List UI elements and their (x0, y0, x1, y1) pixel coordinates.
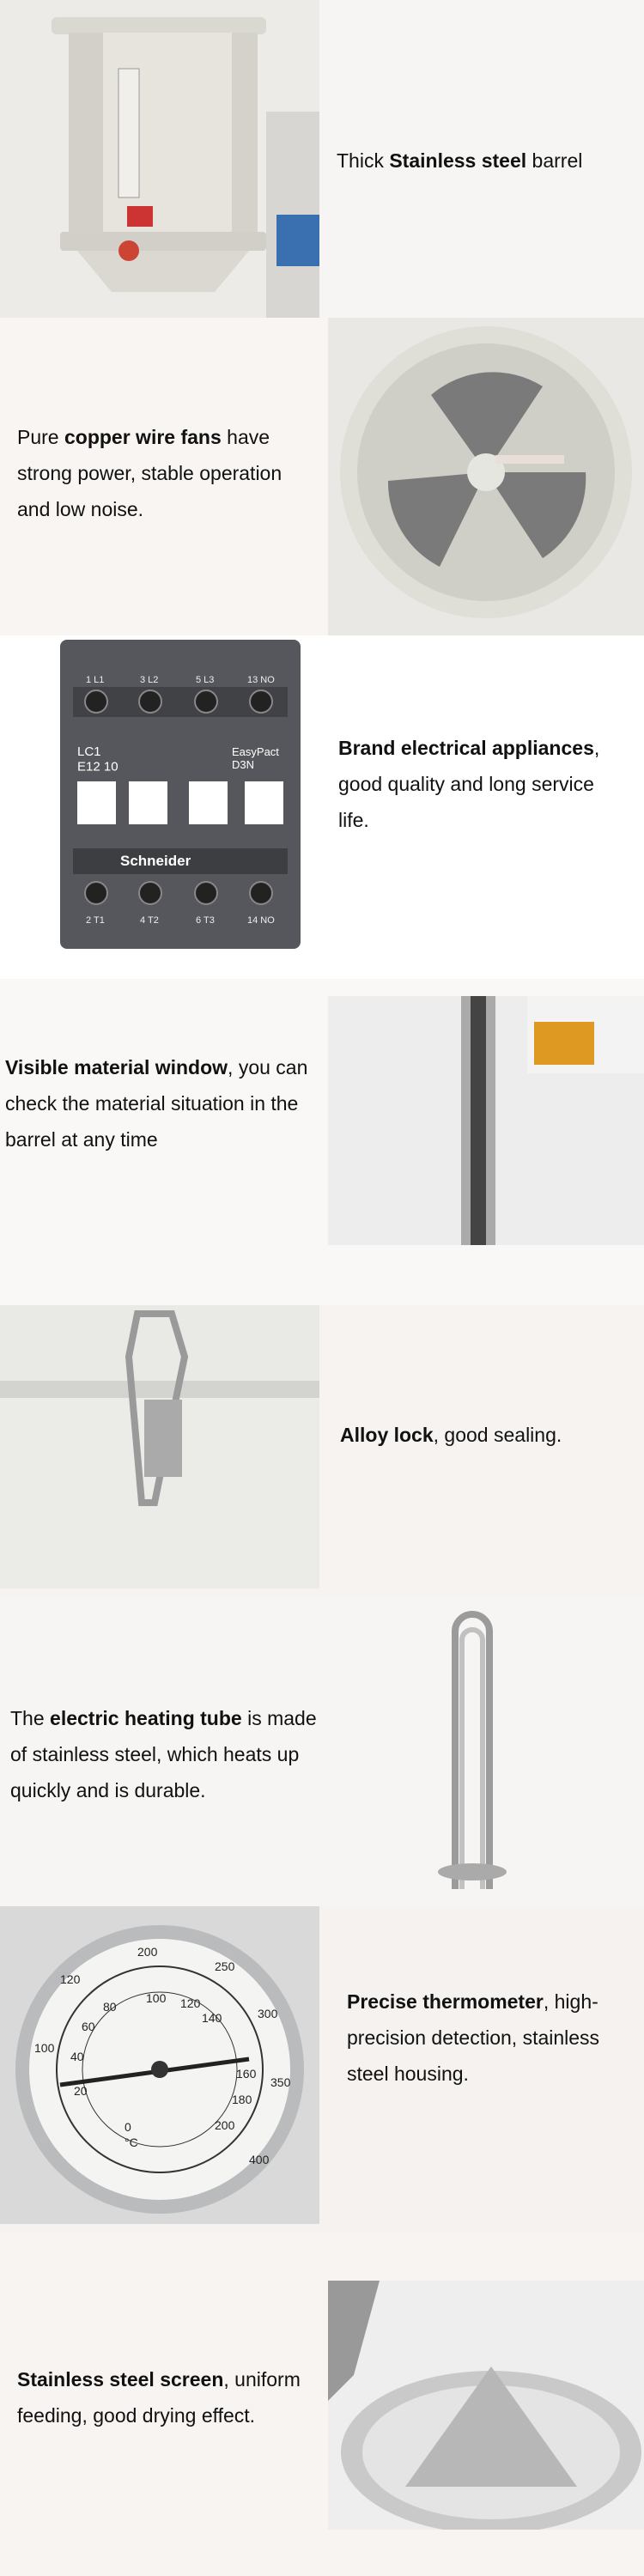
thermometer-image (0, 1906, 319, 2224)
feature-text: Precise thermometer, high-precision detection, stainless steel housing. (347, 1990, 600, 2085)
heating-tube-image (404, 1597, 541, 1906)
celsius-tick: 140 (202, 2011, 222, 2025)
screen-image (328, 2281, 644, 2530)
fahrenheit-tick: 350 (270, 2075, 291, 2089)
feature-text: Thick Stainless steel barrel (337, 149, 583, 172)
terminal-label: 5 L3 (196, 675, 215, 685)
fahrenheit-tick: 200 (137, 1945, 158, 1959)
barrel-image (0, 0, 319, 318)
celsius-tick: 120 (180, 1996, 201, 2010)
feature-thermo (0, 1906, 644, 2233)
brand-logo: Schneider (120, 853, 191, 869)
feature-text: Stainless steel screen, uniform feeding, good drying effect. (17, 2368, 301, 2427)
lock-image (0, 1305, 319, 1589)
terminal-label: 3 L2 (140, 675, 159, 685)
feature-lock (0, 1305, 644, 1597)
celsius-tick: 100 (146, 1991, 167, 2005)
celsius-tick: 0 (125, 2120, 131, 2134)
contactor-image (52, 635, 309, 953)
terminal-label: 13 NO (247, 675, 275, 685)
fahrenheit-tick: 400 (249, 2153, 270, 2166)
feature-electrical (0, 635, 644, 979)
celsius-tick: 180 (232, 2093, 252, 2106)
feature-text: The electric heating tube is made of stainless steel, which heats up quickly and is durable. (10, 1707, 317, 1801)
feature-window (0, 979, 644, 1305)
series-label: EasyPact D3N (232, 745, 279, 771)
celsius-tick: 40 (70, 2050, 84, 2063)
model-label: LC1 E12 10 (77, 744, 118, 775)
feature-fans (0, 318, 644, 635)
celsius-unit: °C (125, 2136, 138, 2149)
feature-text: Pure copper wire fans have strong power, stable operation and low noise. (17, 426, 283, 520)
feature-text: Alloy lock, good sealing. (340, 1424, 562, 1446)
window-image (328, 996, 644, 1245)
celsius-tick: 20 (74, 2084, 88, 2098)
fahrenheit-tick: 100 (34, 2041, 55, 2055)
celsius-tick: 60 (82, 2020, 95, 2033)
feature-barrel (0, 0, 644, 318)
celsius-tick: 80 (103, 2000, 117, 2014)
feature-text: Brand electrical appliances, good quality and long service life. (338, 737, 600, 831)
feature-text: Visible material window, you can check the material situation in the barrel at any time (5, 1056, 308, 1151)
terminal-label: 4 T2 (140, 915, 159, 926)
terminal-label: 14 NO (247, 915, 275, 926)
celsius-tick: 200 (215, 2118, 235, 2132)
terminal-label: 6 T3 (196, 915, 215, 926)
fahrenheit-tick: 120 (60, 1972, 81, 1986)
fan-image (328, 318, 644, 635)
terminal-label: 2 T1 (86, 915, 105, 926)
fahrenheit-tick: 300 (258, 2007, 278, 2020)
feature-screen (0, 2233, 644, 2576)
feature-heating (0, 1597, 644, 1906)
terminal-label: 1 L1 (86, 675, 105, 685)
celsius-tick: 160 (236, 2067, 257, 2081)
fahrenheit-tick: 250 (215, 1959, 235, 1973)
